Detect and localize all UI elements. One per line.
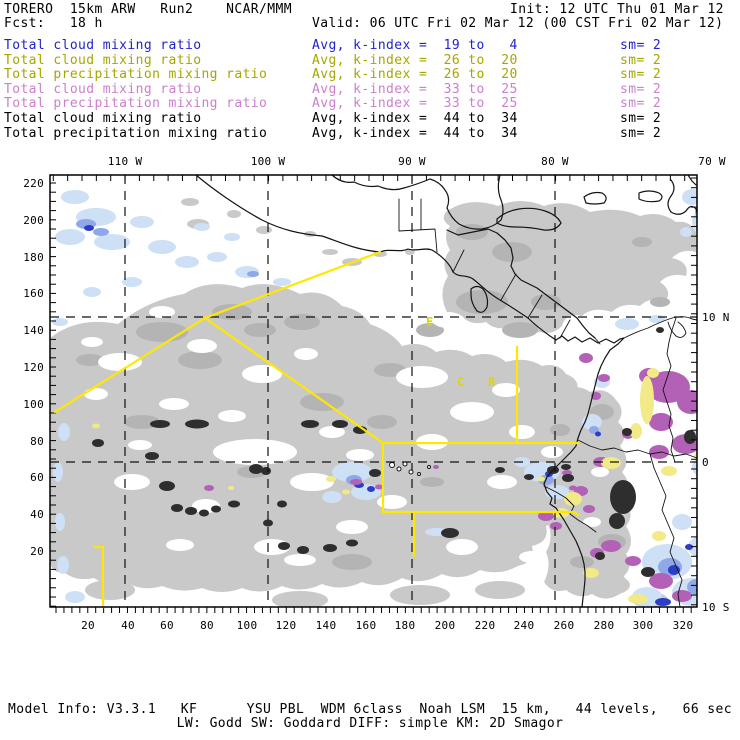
legend-kindex: Avg, k-index = 26 to 20 xyxy=(312,67,518,83)
svg-text:70 W: 70 W xyxy=(698,155,726,168)
svg-text:110 W: 110 W xyxy=(107,155,143,168)
init-time: Init: 12 UTC Thu 01 Mar 12 xyxy=(510,2,724,17)
legend-label: Total cloud mixing ratio xyxy=(4,81,202,97)
legend-sm: sm= 2 xyxy=(620,111,662,126)
svg-text:180: 180 xyxy=(394,619,416,632)
forecast-hour: Fcst: 18 h xyxy=(4,16,103,31)
svg-text:100: 100 xyxy=(23,398,44,411)
svg-text:220: 220 xyxy=(23,177,44,190)
svg-text:100: 100 xyxy=(236,619,258,632)
model-title: TORERO 15km ARW Run2 NCAR/MMM xyxy=(4,2,292,17)
svg-text:60: 60 xyxy=(30,471,44,484)
svg-text:320: 320 xyxy=(672,619,694,632)
legend-kindex: Avg, k-index = 44 to 34 xyxy=(312,111,518,126)
svg-text:20: 20 xyxy=(81,619,95,632)
svg-text:300: 300 xyxy=(632,619,654,632)
svg-text:180: 180 xyxy=(23,251,44,264)
svg-text:0: 0 xyxy=(702,456,709,469)
svg-text:200: 200 xyxy=(23,214,44,227)
valid-time: Valid: 06 UTC Fri 02 Mar 12 (00 CST Fri 02 Mar 12) xyxy=(312,16,724,31)
svg-text:120: 120 xyxy=(23,361,44,374)
svg-text:280: 280 xyxy=(593,619,615,632)
svg-text:240: 240 xyxy=(513,619,535,632)
island-hispaniola xyxy=(584,193,606,205)
svg-text:90 W: 90 W xyxy=(398,155,426,168)
legend-label: Total precipitation mixing ratio xyxy=(4,125,268,141)
legend-label: Total cloud mixing ratio xyxy=(4,38,202,53)
legend-kindex: Avg, k-index = 19 to 4 xyxy=(312,38,518,53)
svg-text:140: 140 xyxy=(23,324,44,337)
model-info-line1: Model Info: V3.3.1 KF YSU PBL WDM 6class Noah LSM 15 km, 44 levels, 66 sec xyxy=(8,702,732,717)
svg-text:R: R xyxy=(488,375,496,389)
svg-text:120: 120 xyxy=(275,619,297,632)
model-info-line2: LW: Godd SW: Goddard DIFF: simple KM: 2D Smagor xyxy=(176,715,564,731)
island-puerto-rico xyxy=(639,191,662,202)
svg-text:160: 160 xyxy=(23,287,44,300)
svg-text:40: 40 xyxy=(121,619,135,632)
legend-sm: sm= 2 xyxy=(620,67,662,83)
svg-text:80 W: 80 W xyxy=(541,155,569,168)
svg-text:160: 160 xyxy=(355,619,377,632)
legend-label: Total precipitation mixing ratio xyxy=(4,96,268,112)
legend-kindex: Avg, k-index = 33 to 25 xyxy=(312,81,518,97)
legend-sm: sm= 2 xyxy=(620,96,662,112)
legend-label: Total cloud mixing ratio xyxy=(4,52,202,68)
svg-text:80: 80 xyxy=(30,435,44,448)
legend-sm: sm= 2 xyxy=(620,125,662,141)
legend-kindex: Avg, k-index = 44 to 34 xyxy=(312,125,518,141)
legend-label: Total precipitation mixing ratio xyxy=(4,67,268,83)
svg-text:80: 80 xyxy=(200,619,214,632)
svg-text:C: C xyxy=(457,375,465,389)
model-info-footer xyxy=(0,703,740,730)
svg-text:100 W: 100 W xyxy=(250,155,286,168)
svg-text:260: 260 xyxy=(553,619,575,632)
legend-sm: sm= 2 xyxy=(620,38,662,53)
svg-text:200: 200 xyxy=(434,619,456,632)
svg-text:E: E xyxy=(426,315,434,329)
legend-kindex: Avg, k-index = 26 to 20 xyxy=(312,52,518,68)
svg-text:10 N: 10 N xyxy=(702,311,730,324)
legend-sm: sm= 2 xyxy=(620,52,662,68)
svg-text:20: 20 xyxy=(30,545,44,558)
legend-kindex: Avg, k-index = 33 to 25 xyxy=(312,96,518,112)
svg-text:60: 60 xyxy=(160,619,174,632)
svg-text:140: 140 xyxy=(315,619,337,632)
legend-label: Total cloud mixing ratio xyxy=(4,111,202,126)
svg-text:10 S: 10 S xyxy=(702,601,730,614)
svg-text:220: 220 xyxy=(474,619,496,632)
svg-text:40: 40 xyxy=(30,508,44,521)
legend-sm: sm= 2 xyxy=(620,81,662,97)
